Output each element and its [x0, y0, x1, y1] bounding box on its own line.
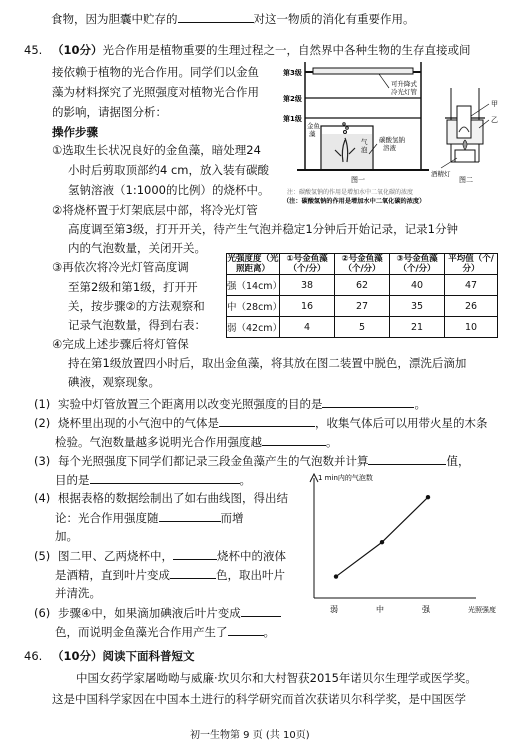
question-text: 烧杯里出现的小气泡中的气体是	[57, 416, 219, 430]
alcohol-lamp-label: 酒精灯	[431, 170, 451, 178]
data-table	[226, 253, 498, 338]
table-cell: 中（28cm）	[227, 296, 280, 317]
table-cell: 26	[445, 296, 498, 317]
question-tail: 烧杯中的液体	[216, 549, 286, 563]
table-cell: 27	[335, 296, 390, 317]
table-row	[227, 296, 498, 317]
table-cell: 21	[390, 317, 445, 338]
solution-label-1: 碳酸氢钠	[379, 136, 405, 144]
question-5-cont	[55, 567, 285, 582]
step-line: 关，按步骤②的方法观察和	[68, 299, 205, 313]
q45-stem-line-4: 的影响，请据图分析：	[52, 105, 167, 119]
bubble-label-1: 气	[361, 138, 368, 146]
question-text: 是酒精，直到叶片变成	[55, 568, 170, 582]
question-text: 论：光合作用强度随	[55, 511, 159, 525]
table-cell: 47	[445, 275, 498, 296]
question-5	[34, 548, 286, 563]
table-header: 平均值（个/分）	[445, 254, 498, 275]
question-text: 根据表格的数据绘制出了如右曲线图，得出结	[57, 491, 288, 505]
question-text: 目的是	[55, 473, 90, 487]
caption-fig1: 图一	[351, 176, 365, 184]
q45-score: （10分）	[52, 43, 103, 57]
question-text: 图二甲、乙两烧杯中，	[57, 549, 173, 563]
question-2	[34, 415, 487, 430]
q45-stem-line-3: 藻为材料探究了光照强度对植物光合作用	[52, 85, 259, 99]
q46-score: （10分）	[52, 649, 103, 663]
intro-line-before: 食物，因为胆囊中贮存的	[51, 12, 178, 26]
table-cell: 4	[280, 317, 335, 338]
question-tail: ，收集气体后可以用带火星的木条	[314, 416, 488, 430]
answer-blank[interactable]	[219, 415, 315, 427]
answer-blank[interactable]	[228, 624, 264, 636]
experiment-figure	[283, 58, 505, 208]
question-tail: 。	[326, 435, 338, 449]
level-2-label: 第2级	[283, 95, 302, 103]
q46-title: 阅读下面科普短文	[102, 649, 195, 663]
table-header: 光强度度（光照距离）	[227, 254, 279, 274]
table-row	[227, 317, 498, 338]
question-text: 实验中灯管放置三个距离用以改变光照强度的目的是	[57, 397, 323, 411]
step-line: 持在第1级放置四小时后，取出金鱼藻，将其放在图二装置中脱色，漂洗后滴加	[68, 356, 467, 370]
question-3	[34, 453, 469, 468]
series-line	[336, 497, 428, 576]
question-3-cont	[55, 472, 251, 487]
step-line: 记录气泡数量，得到右表：	[68, 318, 206, 332]
answer-blank[interactable]	[178, 11, 254, 23]
step-line: ③再依次将冷光灯管高度调	[52, 260, 189, 274]
table-cell: 强（14cm）	[227, 275, 280, 296]
table-row	[227, 275, 498, 296]
step-line: 小时后剪取顶部约4 cm，放入装有碳酸	[68, 163, 269, 177]
table-header: ①号金鱼藻（个/分）	[280, 254, 335, 275]
step-line: 碘液，观察现象。	[68, 375, 160, 389]
page-footer: 初一生物第 9 页 (共 10页)	[190, 730, 310, 741]
question-number: (2)	[34, 416, 51, 430]
q45-stem-1: 光合作用是植物重要的生理过程之一，自然界中各种生物的生存直接或间	[102, 43, 471, 57]
lamp-label-2: 冷光灯管	[391, 88, 417, 96]
y-axis-label: 1 min内的气泡数	[318, 474, 373, 482]
table-cell: 40	[390, 275, 445, 296]
q46-line-1: 中国女药学家屠呦呦与威廉·坎贝尔和大村智获2015年诺贝尔生理学或医学奖。	[76, 671, 477, 685]
figure-note-faded: 注：碳酸氢钠的作用是增加水中二氧化碳的浓度	[287, 189, 414, 196]
question-tail: 而增	[220, 511, 244, 525]
answer-blank[interactable]	[262, 434, 326, 446]
step-line: 氢钠溶液（1:1000的比例）的烧杯中。	[68, 183, 270, 197]
table-header-row	[227, 254, 498, 275]
question-6	[34, 605, 281, 620]
q46-line-2: 这是中国科学家因在中国本土进行的科学研究而首次获诺贝尔科学奖，是中国医学	[52, 692, 466, 706]
question-1	[34, 396, 426, 411]
beaker-yi-label: 乙	[491, 116, 498, 124]
question-text: 步骤④中，如果滴加碘液后叶片变成	[57, 606, 241, 620]
table-cell: 16	[280, 296, 335, 317]
plant-label-1: 金鱼	[307, 122, 320, 130]
data-point	[426, 495, 430, 499]
data-point	[334, 574, 338, 578]
x-tick-label: 弱	[330, 605, 338, 614]
bubble-label-2: 泡	[361, 146, 368, 154]
x-tick-label: 强	[422, 605, 430, 614]
answer-blank[interactable]	[173, 548, 217, 560]
question-tail: 值，	[446, 454, 470, 468]
question-number: (1)	[34, 397, 51, 411]
bubble-count-chart	[296, 470, 512, 620]
question-tail: 。	[263, 625, 275, 639]
answer-blank[interactable]	[170, 567, 216, 579]
question-4-cont2: 加。	[55, 529, 78, 543]
question-text: 检验。气泡数量越多说明光合作用强度越	[55, 435, 262, 449]
figure-note: （注：碳酸氢钠的作用是增加水中二氧化碳的浓度）	[283, 198, 426, 205]
x-tick-label: 中	[376, 605, 384, 614]
question-6-cont	[55, 624, 275, 639]
step-line: ④完成上述步骤后将灯管保	[52, 337, 189, 351]
answer-blank[interactable]	[90, 472, 240, 484]
question-5-cont2: 并清洗。	[55, 586, 101, 600]
question-text: 每个光照强度下同学们都记录三段金鱼藻产生的气泡数并计算	[57, 454, 369, 468]
question-4	[34, 491, 288, 505]
step-line: ①选取生长状况良好的金鱼藻，暗处理24	[52, 143, 261, 157]
question-4-cont	[55, 510, 244, 525]
steps-title: 操作步骤	[52, 125, 98, 139]
plant-label-2: 藻	[309, 130, 316, 138]
question-number: (3)	[34, 454, 51, 468]
q46-number: 46.	[24, 649, 43, 663]
step-line: 高度调至第3级，打开开关，待产生气泡并稳定1分钟后开始记录，记录1分钟	[68, 222, 458, 236]
question-text: 色，而说明金鱼藻光合作用产生了	[55, 625, 228, 639]
table-cell: 62	[335, 275, 390, 296]
intro-line	[51, 11, 415, 26]
step-line: 内的气泡数量，关闭开关。	[68, 241, 206, 255]
question-number: (6)	[34, 606, 51, 620]
q45-stem-line-1	[52, 43, 471, 57]
table-cell: 5	[335, 317, 390, 338]
question-number: (5)	[34, 549, 51, 563]
question-2-cont	[55, 434, 338, 449]
answer-blank[interactable]	[368, 453, 446, 465]
table-header: ②号金鱼藻（个/分）	[335, 254, 390, 275]
q45-stem-line-2: 接依赖于植物的光合作用。同学们以金鱼	[52, 65, 259, 79]
answer-blank[interactable]	[241, 605, 281, 617]
question-number: (4)	[34, 491, 51, 505]
step-line: 至第2级和第1级，打开开	[68, 280, 198, 294]
lamp-label-1: 可升降式	[391, 80, 417, 88]
answer-blank[interactable]	[159, 510, 221, 522]
question-tail: 。	[239, 473, 251, 487]
question-tail: 色，取出叶片	[216, 568, 285, 582]
table-cell: 10	[445, 317, 498, 338]
q46-heading	[52, 649, 195, 663]
x-axis-label: 光照强度	[468, 606, 496, 614]
solution-label-2: 溶液	[383, 144, 396, 152]
question-tail: 。	[414, 397, 426, 411]
table-header: ③号金鱼藻（个/分）	[390, 254, 445, 275]
q45-number: 45.	[24, 43, 43, 57]
intro-line-after: 对这一物质的消化有重要作用。	[253, 12, 415, 26]
level-3-label: 第3级	[283, 69, 302, 77]
table-cell: 38	[280, 275, 335, 296]
answer-blank[interactable]	[322, 396, 414, 408]
table-cell: 35	[390, 296, 445, 317]
table-cell: 弱（42cm）	[227, 317, 280, 338]
step-line: ②将烧杯置于灯架底层中部，将冷光灯管	[52, 203, 258, 217]
beaker-jia-label: 甲	[491, 100, 498, 108]
caption-fig2: 图二	[459, 176, 473, 184]
data-point	[380, 540, 384, 544]
level-1-label: 第1级	[283, 115, 302, 123]
